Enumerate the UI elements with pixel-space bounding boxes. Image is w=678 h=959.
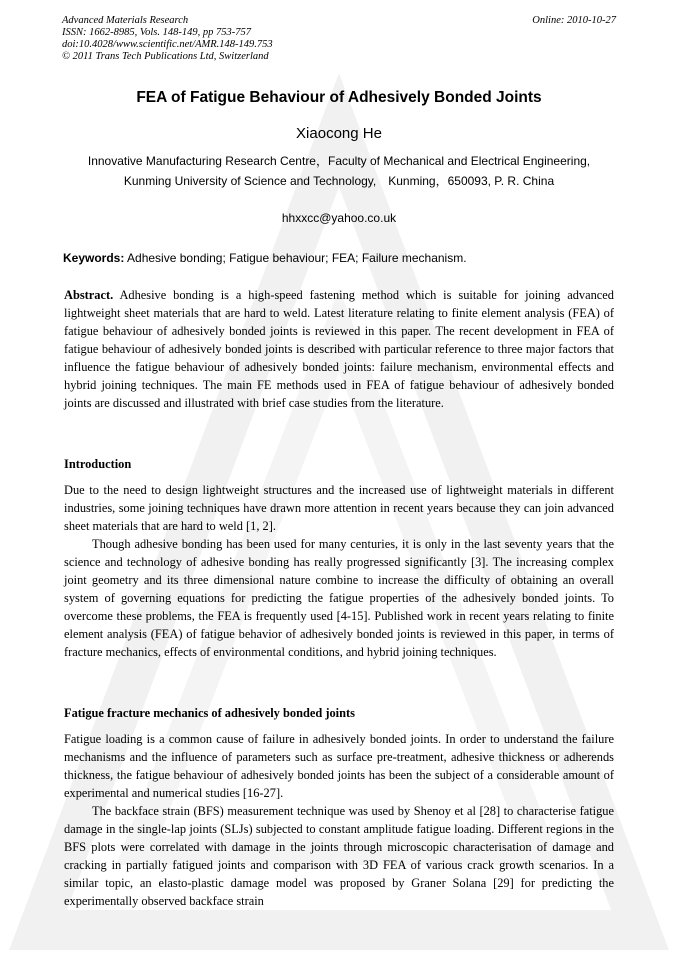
keywords-text: Adhesive bonding; Fatigue behaviour; FEA; Failure mechanism. bbox=[124, 251, 467, 265]
journal-header bbox=[62, 15, 273, 63]
journal-name: Advanced Materials Research bbox=[62, 15, 189, 26]
paper-title: FEA of Fatigue Behaviour of Adhesively Bonded Joints bbox=[136, 89, 542, 106]
issn-line: ISSN: 1662-8985, Vols. 148-149, pp 753-757 bbox=[62, 27, 251, 38]
affiliation bbox=[40, 151, 638, 191]
introduction-heading: Introduction bbox=[64, 457, 132, 471]
author-email: hhxxcc@yahoo.co.uk bbox=[281, 211, 397, 225]
fatigue-paragraph-1: Fatigue loading is a common cause of failure in adhesively bonded joints. In order to understand the failure mechanisms and the influence of parameters such as surface pre-treatment, adhesive thickness or adherends thickness, the fatigue behaviour of adhesively bonded joints has been the subject of a considerable amount of experimental and numerical studies [16-27]. bbox=[64, 732, 614, 800]
abstract-text: Adhesive bonding is a high-speed fastening method which is suitable for joining advanced lightweight sheet materials that are hard to weld. Latest literature relating to finite element analysis (FEA) of fatigue behaviour of adhesively bonded joints is reviewed in this paper. The recent development in FEA of fatigue behaviour of adhesively bonded joints is described with particular reference to three major factors that influence the fatigue behaviour of adhesively bonded joints: failure mechanism, environmental effects and hybrid joining techniques. The main FE methods used in FEA of fatigue behaviour of adhesively bonded joints are discussed and illustrated with brief case studies from the literature. bbox=[64, 288, 614, 410]
intro-paragraph-2: Though adhesive bonding has been used for many centuries, it is only in the last seventy years that the science and technology of adhesive bonding has really progressed significantly [3]. The increasing complex joint geometry and its three dimensional nature combine to increase the difficulty of obtaining an overall system of governing equations for predicting the fatigue properties of the adhesively bonded joints. To overcome these problems, the FEA is frequently used [4-15]. Published work in recent years relating to finite element analysis (FEA) of fatigue behavior of adhesively bonded joints is reviewed in this paper, in terms of fracture mechanics, effects of environmental conditions, and hybrid joining techniques. bbox=[64, 537, 614, 659]
doi-line: doi:10.4028/www.scientific.net/AMR.148-149.753 bbox=[62, 39, 273, 50]
keywords bbox=[63, 251, 623, 265]
fatigue-section-heading: Fatigue fracture mechanics of adhesively bonded joints bbox=[64, 706, 355, 720]
intro-paragraph-1: Due to the need to design lightweight structures and the increased use of lightweight materials in different industries, some joining techniques have drawn more attention in recent years because they can join advanced sheet materials that are hard to weld [1, 2]. bbox=[64, 483, 614, 533]
keywords-label: Keywords: bbox=[63, 251, 125, 265]
copyright-line: © 2011 Trans Tech Publications Ltd, Switzerland bbox=[62, 51, 269, 62]
abstract-paragraph bbox=[64, 286, 614, 412]
online-date: Online: 2010-10-27 bbox=[532, 15, 616, 26]
author-name: Xiaocong He bbox=[296, 125, 382, 142]
affiliation-line-1: Innovative Manufacturing Research Centre，Faculty of Mechanical and Electrical Engineering, bbox=[87, 154, 591, 168]
abstract-label: Abstract. bbox=[64, 288, 114, 302]
fatigue-paragraph-2: The backface strain (BFS) measurement technique was used by Shenoy et al [28] to characterise fatigue damage in the single-lap joints (SLJs) subjected to constant amplitude fatigue loading. Different regions in the BFS plots were correlated with damage in the joints through microscopic characterisation of damage and cracking in partially fatigued joints and comparison with 3D FEA of various crack growth scenarios. In a similar topic, an elasto-plastic damage model was proposed by Graner Solana [29] for predicting the experimentally observed backface strain bbox=[64, 804, 614, 908]
affiliation-line-2: Kunming University of Science and Technology, Kunming，650093, P. R. China bbox=[123, 174, 555, 188]
